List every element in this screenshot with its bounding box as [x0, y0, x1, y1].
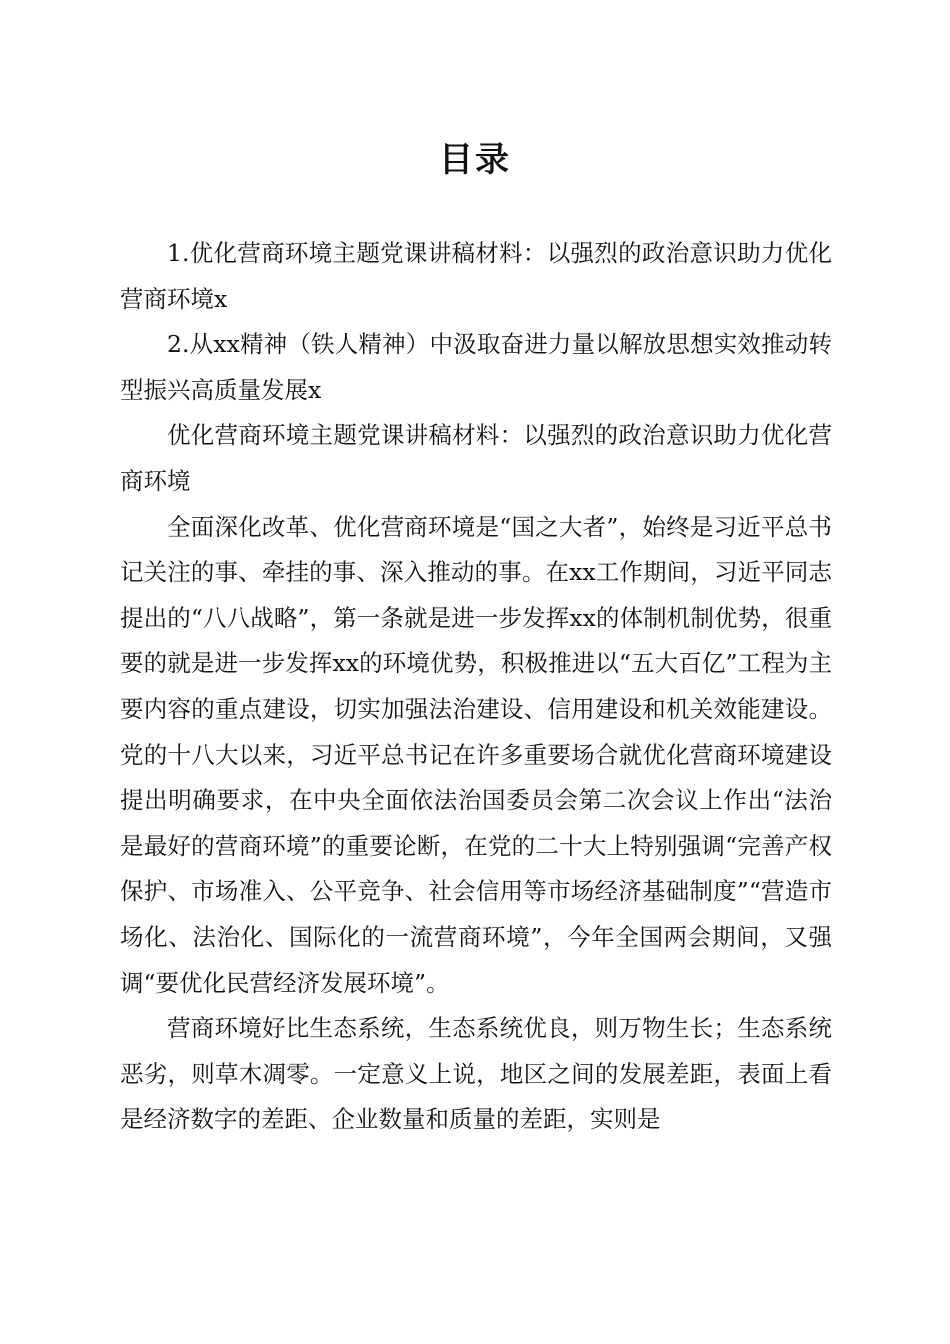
section-title: 优化营商环境主题党课讲稿材料：以强烈的政治意识助力优化营商环境 [120, 421, 832, 495]
body-paragraph-2: 营商环境好比生态系统，生态系统优良，则万物生长；生态系统恶劣，则草木凋零。一定意义上说，地区之间的发展差距，表面上看是经济数字的差距、企业数量和质量的差距，实则是 [120, 1014, 832, 1134]
body-paragraph-1: 全面深化改革、优化营商环境是“国之大者”，始终是习近平总书记关注的事、牵挂的事、深入推动的事。在xx工作期间，习近平同志提出的“八八战略”，第一条就是进一步发挥xx的体制机制优势，很重要的就是进一步发挥xx的环境优势，积极推进以“五大百亿”工程为主要内容的重点建设，切实加强法治建设、信用建设和机关效能建设。党的十八大以来，习近平总书记在许多重要场合就优化营商环境建设提出明确要求，在中央全面依法治国委员会第二次会议上作出“法治是最好的营商环境”的重要论断，在党的二十大上特别强调“完善产权保护、市场准入、公平竞争、社会信用等市场经济基础制度”“营造市场化、法治化、国际化的一流营商环境”，今年全国两会期间，又强调“要优化民营经济发展环境”。 [120, 512, 832, 997]
document-body [120, 231, 832, 1143]
toc-item-1: 1.优化营商环境主题党课讲稿材料：以强烈的政治意识助力优化营商环境x [120, 239, 832, 313]
toc-item-2: 2.从xx精神（铁人精神）中汲取奋进力量以解放思想实效推动转型振兴高质量发展x [120, 330, 832, 404]
page-title: 目录 [439, 140, 511, 180]
